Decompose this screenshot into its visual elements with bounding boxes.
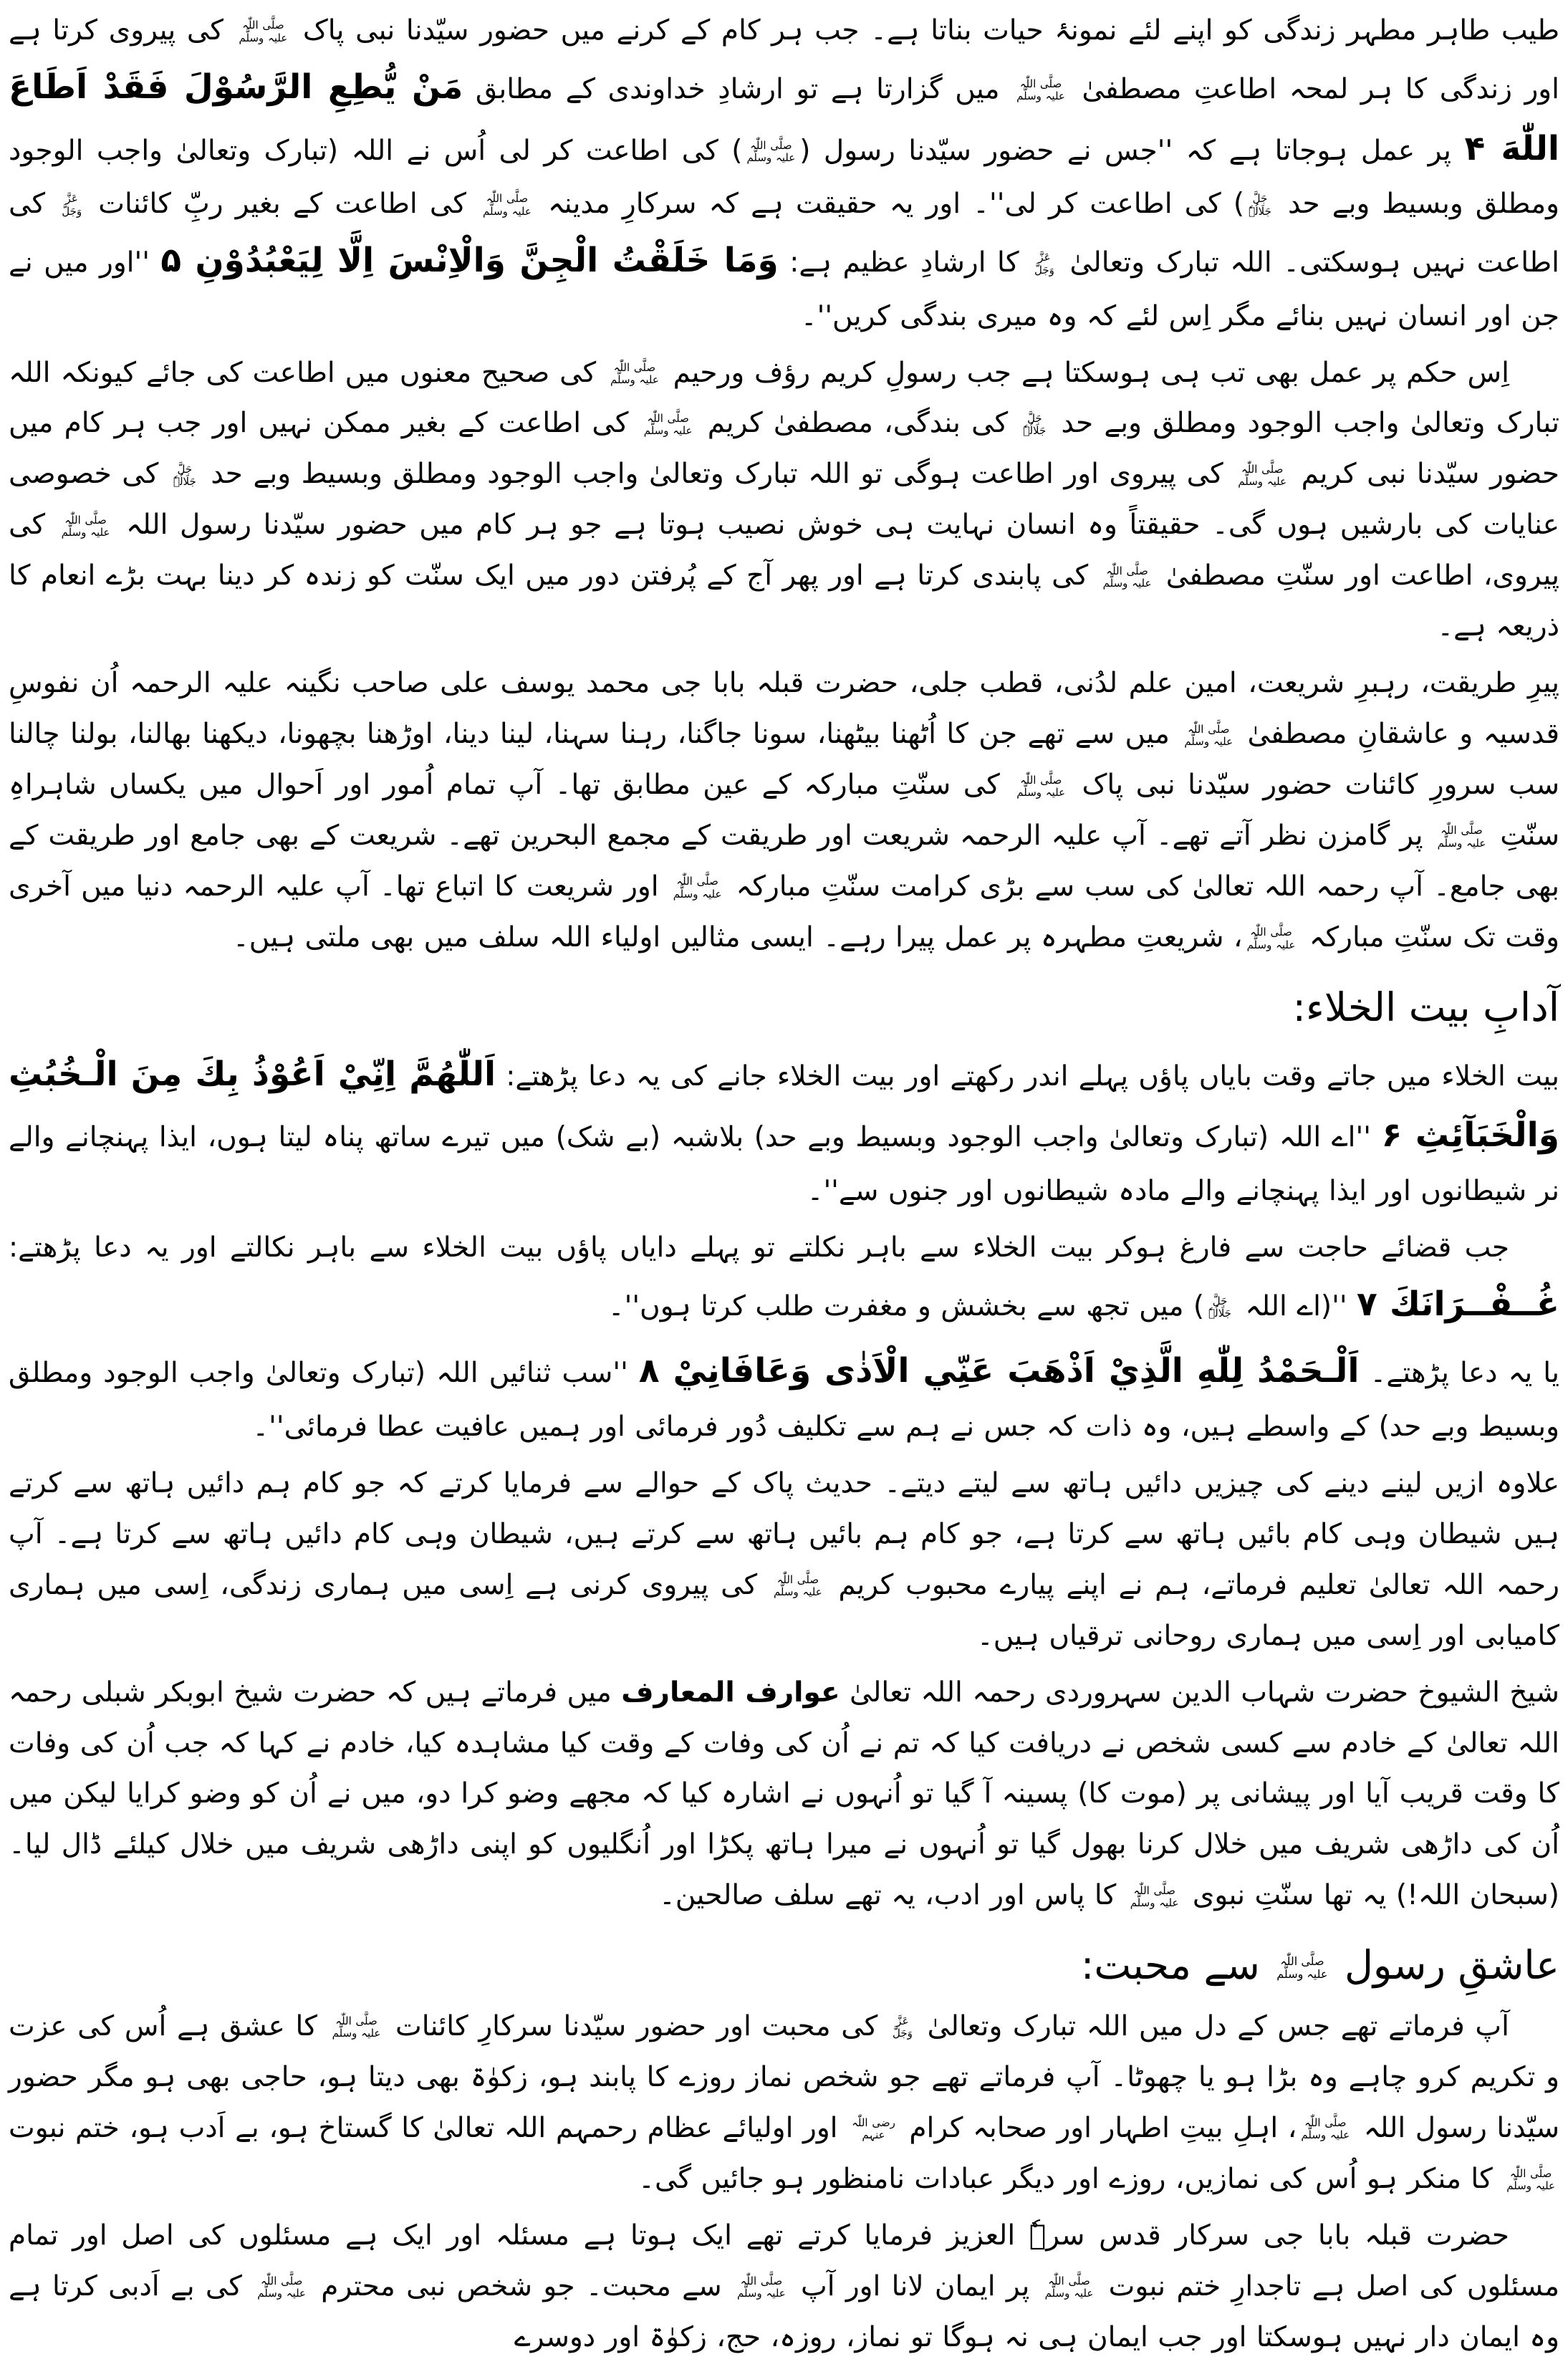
urdu-text: عاشقِ رسول	[1332, 1942, 1559, 1989]
paragraph	[9, 6, 1559, 342]
urdu-text: کی سنّتِ مبارکہ کے عین مطابق تھا۔ آپ تمام اُمور اور اَحوال میں یکساں شاہراہِ سنّتِ	[9, 769, 1559, 853]
honorific-line: صلَّی اللّٰہ	[1106, 564, 1148, 577]
honorific-line: صلَّی اللّٰہ	[1048, 2274, 1090, 2287]
urdu-text: پیرِ طریقت، رہبرِ شریعت، امین علم لدُنی، قطب جلی، حضرت قبلہ بابا جی محمد یوسف علی صاحب نگینہ علیہ الرحمہ اُن نفوسِ قدسیہ و عاشقانِ مصطفیٰ	[9, 667, 1560, 751]
urdu-text: کا پاس اور ادب، یہ تھے سلف صالحین۔	[659, 1879, 1126, 1912]
honorific-line: علیہ وسلَّم	[1276, 1967, 1328, 1982]
honorific-line: علیہ وسلَّم	[1184, 734, 1233, 748]
honorific-mark-jj	[1208, 1295, 1231, 1320]
honorific-line: رضی اللّٰہ	[852, 2116, 895, 2130]
honorific-line: علیہ وسلَّم	[610, 373, 659, 386]
urdu-text: کی بندگی، مصطفیٰ کریم	[696, 407, 1019, 440]
paragraph	[9, 658, 1559, 964]
honorific-mark-jj	[1023, 413, 1046, 438]
urdu-text: اِس حکم پر عمل بھی تب ہی ہوسکتا ہے جب رسولِ کریم رؤف ورحیم	[663, 356, 1509, 389]
honorific-line: علیہ وسلَّم	[1016, 90, 1065, 103]
urdu-text: کی پیروی کرتا ہے اور زندگی کا ہر لمحہ اطاعتِ مصطفیٰ	[9, 14, 1559, 105]
urdu-text: علاوہ ازیں لینے دینے کی چیزیں دائیں ہاتھ سے لیتے دیتے۔ حدیث پاک کے حوالے سے فرمایا کرتے کہ جو کام ہم دائیں ہاتھ سے کرتے ہیں شیطان وہی کام بائیں ہاتھ سے کرتا ہے، جو کام ہم بائیں ہاتھ سے کرتے ہیں، شیطان وہی کام دائیں ہاتھ سے کرتا ہے۔ آپ رحمہ اللہ تعالیٰ تعلیم فرماتے، ہم نے اپنے پیارے محبوب کریم	[9, 1466, 1559, 1601]
paragraph	[9, 1223, 1559, 1335]
section-heading	[9, 1940, 1559, 1992]
honorific-line: علیہ وسلَّم	[483, 204, 532, 218]
urdu-text: بیت الخلاء میں جاتے وقت بایاں پاؤں پہلے اندر رکھتے اور بیت الخلاء جانے کی یہ دعا پڑھتے:	[496, 1060, 1559, 1093]
paragraph	[9, 348, 1559, 653]
honorific-line: صلَّی اللّٰہ	[613, 360, 656, 374]
honorific-line: جَلَّ	[177, 462, 193, 476]
honorific-mark-jj	[1249, 193, 1271, 218]
honorific-line: صلَّی اللّٰہ	[242, 19, 284, 32]
urdu-text: کی پابندی کرتا ہے اور پھر آج کے پُرفتن دور میں ایک سنّت کو زندہ کر دینا بہت بڑے انعام کا ذریعہ ہے۔	[9, 560, 1559, 643]
section-heading	[9, 982, 1559, 1034]
honorific-line: علیہ وسلَّم	[1016, 785, 1066, 799]
urdu-text: پر ایمان لانا اور آپ	[789, 2270, 1041, 2303]
honorific-line: صلَّی اللّٰہ	[1019, 773, 1062, 787]
urdu-text: میں سے تھے جن کا اُٹھنا بیٹھنا، سونا جاگنا، رہنا سہنا، لینا دینا، اوڑھنا بچھونا، دیکھنا بھالنا، بولنا چالنا سب سرورِ کائنات حضور سیّدنا نبی پاک	[9, 718, 1560, 802]
urdu-text: ، اہلِ بیتِ اطہار اور صحابہ کرام	[899, 2111, 1297, 2144]
honorific-mark-saw	[1301, 2117, 1350, 2142]
honorific-mark-saw	[257, 2275, 306, 2300]
urdu-text: جب قضائے حاجت سے فارغ ہوکر بیت الخلاء سے باہر نکلتے تو پہلے دایاں پاؤں بیت الخلاء سے باہر نکالتے اور یہ دعا پڑھتے:	[9, 1231, 1509, 1264]
honorific-mark-saw	[644, 413, 693, 438]
urdu-text: ''اے اللہ (تبارک وتعالیٰ واجب الوجود وبسیط وبے حد) بلاشبہ (بے شک) میں تیرے ساتھ پناہ لیتا ہوں، ایذا پہنچانے والے نر شیطانوں اور ایذا پہنچانے والے مادہ شیطانوں اور جنوں سے''۔	[9, 1121, 1559, 1207]
honorific-line: صلَّی اللّٰہ	[647, 411, 689, 425]
honorific-mark-saw	[239, 19, 288, 44]
honorific-line: صلَّی اللّٰہ	[1250, 926, 1292, 939]
honorific-mark-saw	[332, 2015, 381, 2040]
honorific-mark-saw	[737, 2275, 786, 2300]
honorific-mark-azwj	[62, 193, 82, 218]
honorific-line: جَلَالُہٗ	[173, 474, 196, 488]
urdu-text: کی اطاعت کے بغیر ربِّ کائنات	[86, 188, 479, 221]
honorific-mark-saw	[1506, 2168, 1555, 2193]
urdu-text: اور شریعت کا اتباع تھا۔ آپ علیہ الرحمہ دنیا میں آخری وقت تک سنّتِ مبارکہ	[9, 870, 1559, 954]
honorific-mark-saw	[1276, 1955, 1327, 1982]
honorific-mark-azwj	[1034, 251, 1054, 277]
urdu-text: کی بے اَدبی کرتا ہے وہ ایمان دار نہیں ہوسکتا اور جب ایمان ہی نہ ہوگا تو نماز، روزہ، حج، زکوٰۃ اور دوسرے	[9, 2270, 1559, 2353]
honorific-mark-saw	[1103, 565, 1152, 590]
honorific-line: علیہ وسلَّم	[1102, 576, 1152, 590]
honorific-line: علیہ وسلَّم	[1301, 2128, 1350, 2142]
honorific-line: صلَّی اللّٰہ	[776, 1572, 819, 1586]
urdu-text: سے محبت۔ جو شخص نبی محترم	[310, 2270, 733, 2303]
urdu-text: پر گامزن نظر آتے تھے۔ آپ علیہ الرحمہ شریعت اور طریقت کے مجمع البحرین تھے۔ شریعت کے بھی جامع اور طریقت کے بھی جامع۔ آپ رحمہ اللہ تعالیٰ کی سب سے بڑی کرامت سنّتِ مبارکہ	[9, 820, 1559, 903]
honorific-mark-saw	[1184, 724, 1233, 749]
honorific-mark-saw	[610, 362, 659, 387]
honorific-line: صلَّی اللّٰہ	[1187, 722, 1230, 736]
document-body	[9, 6, 1559, 2363]
paragraph	[9, 1668, 1559, 1922]
arabic-quote: اَلْـحَمْدُ لِلّٰهِ الَّذِيْ اَذْهَبَ عَنِّي الْاَذٰى وَعَافَانِيْ ۸	[638, 1351, 1360, 1391]
urdu-text: کی پیروی اور اطاعت ہوگی تو اللہ تبارک وتعالیٰ واجب الوجود ومطلق وبسیط وبے حد	[200, 458, 1234, 491]
honorific-mark-jj	[173, 464, 196, 489]
honorific-mark-ra	[852, 2117, 895, 2142]
urdu-text: ''(اے اللہ	[1235, 1290, 1357, 1322]
honorific-line: علیہ وسلَّم	[1044, 2287, 1094, 2300]
arabic-quote: مَنْ يُّطِعِ الرَّسُوْلَ فَقَدْ اَطَاعَ اللّٰهَ ۴	[9, 67, 1559, 168]
honorific-line: جَلَالُہٗ	[1249, 204, 1271, 218]
honorific-line: علیہ وسلَّم	[61, 525, 110, 539]
honorific-line: جَلَالُہٗ	[1208, 1307, 1231, 1320]
honorific-line: عَزَّ	[1038, 251, 1051, 264]
urdu-text: کی اطاعت کے بغیر ممکن نہیں اور جب ہر کام میں حضور سیّدنا نبی کریم	[9, 407, 1559, 491]
paragraph	[9, 2002, 1559, 2205]
honorific-line: علیہ وسلَّم	[746, 151, 796, 164]
paragraph	[9, 1459, 1559, 1662]
honorific-mark-saw	[1016, 774, 1065, 800]
honorific-line: صلَّی اللّٰہ	[1509, 2167, 1552, 2181]
honorific-mark-saw	[1238, 464, 1286, 489]
paragraph	[9, 1044, 1559, 1217]
urdu-text: شیخ الشیوخ حضرت شہاب الدین سہروردی رحمہ اللہ تعالیٰ	[840, 1676, 1559, 1709]
honorific-mark-saw	[746, 140, 795, 165]
urdu-text: حضرت قبلہ بابا جی سرکار قدس سرہٗ العزیز فرمایا کرتے تھے ایک ہوتا ہے مسئلہ اور ایک ہے مسئلوں کی اصل اور تمام مسئلوں کی اصل ہے تاجدارِ ختم نبوت	[9, 2219, 1559, 2303]
honorific-line: صلَّی اللّٰہ	[1241, 462, 1284, 476]
honorific-line: صلَّی اللّٰہ	[750, 138, 792, 152]
urdu-text: میں فرماتے ہیں کہ حضرت شیخ ابوبکر شبلی رحمہ اللہ تعالیٰ کے خادم سے کسی شخص نے دریافت کیا کہ تم نے اُن کی وفات کے وقت کیا مشاہدہ کیا، خادم نے کہا کہ جب اُن کی وفات کا وقت قریب آیا اور پیشانی پر (موت کا) پسینہ آ گیا تو اُنہوں نے اشارہ کیا کہ مجھے وضو کرا دو، میں نے اُن کو وضو کرایا لیکن میں اُن کی داڑھی شریف میں خلال کرنا بھول گیا تو اُنہوں نے میرا ہاتھ پکڑا اور اُنگلیوں کو اپنی داڑھی شریف میں خلال کیلئے ڈال لیا۔ (سبحان اللہ!) یہ تھا سنّتِ نبوی	[9, 1676, 1559, 1912]
honorific-mark-saw	[1045, 2275, 1094, 2300]
honorific-line: صلَّی اللّٰہ	[1280, 1954, 1324, 1968]
urdu-text: کی پیروی کرنی ہے اِسی میں ہماری زندگی، اِسی میں ہماری کامیابی اور اِسی میں ہماری روحانی ترقیاں ہیں۔	[9, 1568, 1559, 1652]
paragraph	[9, 1340, 1559, 1453]
honorific-line: عَزَّ	[65, 192, 78, 206]
arabic-quote: غُــفْــرَانَكَ ۷	[1356, 1284, 1559, 1324]
honorific-line: وَجَلَّ	[62, 204, 82, 218]
honorific-line: علیہ وسلَّم	[1246, 938, 1296, 951]
honorific-mark-saw	[1438, 825, 1486, 850]
honorific-line: صلَّی اللّٰہ	[64, 513, 107, 527]
urdu-text: آدابِ بیت الخلاء:	[1292, 984, 1559, 1031]
honorific-line: علیہ وسلَّم	[1437, 836, 1486, 850]
urdu-text: میں گزارتا ہے تو ارشادِ خداوندی کے مطابق	[463, 72, 1013, 105]
urdu-text: سے محبت:	[1080, 1942, 1273, 1989]
honorific-line: صلَّی اللّٰہ	[1019, 77, 1062, 91]
urdu-text: یا یہ دعا پڑھتے۔	[1359, 1357, 1559, 1390]
urdu-text: کا منکر ہو اُس کی نمازیں، روزے اور دیگر عبادات نامنظور ہو جائیں گی۔	[638, 2162, 1503, 2195]
honorific-line: جَلَّ	[1252, 192, 1268, 206]
honorific-mark-saw	[483, 193, 532, 218]
urdu-text: ) کی اطاعت کر لی''۔ اور یہ حقیقت ہے کہ سرکارِ مدینہ	[535, 188, 1245, 221]
honorific-line: صلَّی اللّٰہ	[1133, 1883, 1175, 1897]
honorific-line: صلَّی اللّٰہ	[676, 875, 718, 888]
urdu-text: ''اور میں نے جن اور انسان نہیں بنائے مگر اِس لئے کہ وہ میری بندگی کریں''۔	[9, 246, 1559, 332]
urdu-text: کی خصوصی عنایات کی بارشیں ہوں گی۔ حقیقتاً وہ انسان نہایت ہی خوش نصیب ہوتا ہے جو ہر کام میں حضور سیّدنا رسول اللہ	[9, 458, 1559, 542]
paragraph	[9, 2211, 1559, 2363]
honorific-line: جَلَّ	[1212, 1294, 1228, 1307]
honorific-line: علیہ وسلَّم	[1238, 474, 1287, 488]
honorific-line: وَجَلَّ	[1034, 263, 1054, 277]
honorific-line: علیہ وسلَّم	[332, 2027, 381, 2040]
urdu-text: پر عمل ہوجاتا ہے کہ ''جس نے حضور سیّدنا رسول (	[799, 134, 1465, 167]
arabic-quote: وَمَا خَلَقْتُ الْجِنَّ وَالْاِنْسَ اِلَّا لِيَعْبُدُوْنِ ۵	[160, 241, 779, 280]
urdu-text: آپ فرماتے تھے جس کے دل میں اللہ تبارک وتعالیٰ	[916, 2010, 1509, 2042]
honorific-mark-saw	[673, 875, 722, 901]
urdu-text: اور اولیائے عظام رحمہم اللہ تعالیٰ کا گستاخ ہو، بے اَدب ہو، ختم نبوت	[9, 2111, 848, 2144]
honorific-line: عنہم	[862, 2128, 885, 2142]
honorific-line: صلَّی اللّٰہ	[260, 2274, 303, 2287]
urdu-text: کی اطاعت نہیں ہوسکتی۔ اللہ تبارک وتعالیٰ	[9, 188, 1559, 279]
honorific-line: علیہ وسلَّم	[643, 423, 693, 437]
urdu-text: کی صحیح معنوں میں اطاعت کی جائے کیونکہ اللہ تبارک وتعالیٰ واجب الوجود ومطلق وبے حد	[9, 356, 1559, 440]
urdu-text: ''سب ثنائیں اللہ (تبارک وتعالیٰ واجب الوجود ومطلق وبسیط وبے حد) کے واسطے ہیں، وہ ذات کہ جس نے ہم سے تکلیف دُور فرمائی اور ہمیں عافیت عطا فرمائی''۔	[9, 1357, 1559, 1443]
honorific-mark-saw	[1016, 78, 1065, 103]
urdu-text: کا عشق ہے اُس کی عزت و تکریم کرو چاہے وہ بڑا ہو یا چھوٹا۔ آپ فرماتے تھے جو شخص نماز روزے کا پابند ہو، زکوٰۃ بھی دیتا ہو، حاجی بھی ہو مگر حضور سیّدنا رسول اللہ	[9, 2010, 1559, 2144]
urdu-text: طیب طاہر مطہر زندگی کو اپنے لئے نمونۂ حیات بناتا ہے۔ جب ہر کام کے کرنے میں حضور سیّدنا نبی پاک	[292, 14, 1559, 47]
honorific-line: صلَّی اللّٰہ	[335, 2015, 377, 2028]
honorific-line: علیہ وسلَّم	[773, 1585, 822, 1599]
honorific-line: صلَّی اللّٰہ	[1440, 824, 1483, 837]
honorific-mark-saw	[774, 1574, 822, 1599]
honorific-line: علیہ وسلَّم	[257, 2287, 307, 2300]
honorific-line: عَزَّ	[896, 2015, 909, 2028]
honorific-line: جَلَّ	[1027, 411, 1042, 425]
arabic-quote: اَللّٰهُمَّ اِنِّيْ اَعُوْذُ بِكَ مِنَ الْـخُبُثِ وَالْخَبَآئِثِ ۶	[9, 1054, 1559, 1156]
honorific-line: صلَّی اللّٰہ	[486, 192, 529, 206]
urdu-text: کی محبت اور حضور سیّدنا سرکارِ کائنات	[385, 2010, 888, 2042]
urdu-text: کا ارشادِ عظیم ہے:	[778, 246, 1030, 279]
honorific-line: صلَّی اللّٰہ	[740, 2274, 783, 2287]
honorific-line: علیہ وسلَّم	[1130, 1896, 1179, 1909]
honorific-mark-saw	[62, 514, 110, 539]
honorific-line: علیہ وسلَّم	[673, 887, 722, 901]
honorific-line: علیہ وسلَّم	[736, 2287, 786, 2300]
honorific-line: وَجَلَّ	[892, 2027, 913, 2040]
honorific-mark-azwj	[893, 2015, 913, 2040]
honorific-line: صلَّی اللّٰہ	[1304, 2116, 1347, 2130]
honorific-mark-saw	[1130, 1885, 1179, 1910]
honorific-line: جَلَالُہٗ	[1023, 423, 1047, 437]
urdu-text: ، شریعتِ مطہرہ پر عمل پیرا رہے۔ ایسی مثالیں اولیاء اللہ سلف میں بھی ملتی ہیں۔	[232, 921, 1243, 954]
honorific-line: علیہ وسلَّم	[239, 31, 288, 44]
honorific-line: علیہ وسلَّم	[1506, 2179, 1555, 2193]
urdu-text: ) میں تجھ سے بخشش و مغفرت طلب کرتا ہوں''۔	[607, 1290, 1205, 1322]
urdu-text: کی پیروی، اطاعت اور سنّتِ مصطفیٰ	[9, 509, 1559, 592]
urdu-text: ) کی اطاعت کر لی اُس نے اللہ (تبارک وتعالیٰ واجب الوجود ومطلق وبسیط وبے حد	[9, 134, 1559, 221]
honorific-mark-saw	[1247, 926, 1296, 951]
book-title: عوارف المعارف	[621, 1676, 840, 1709]
